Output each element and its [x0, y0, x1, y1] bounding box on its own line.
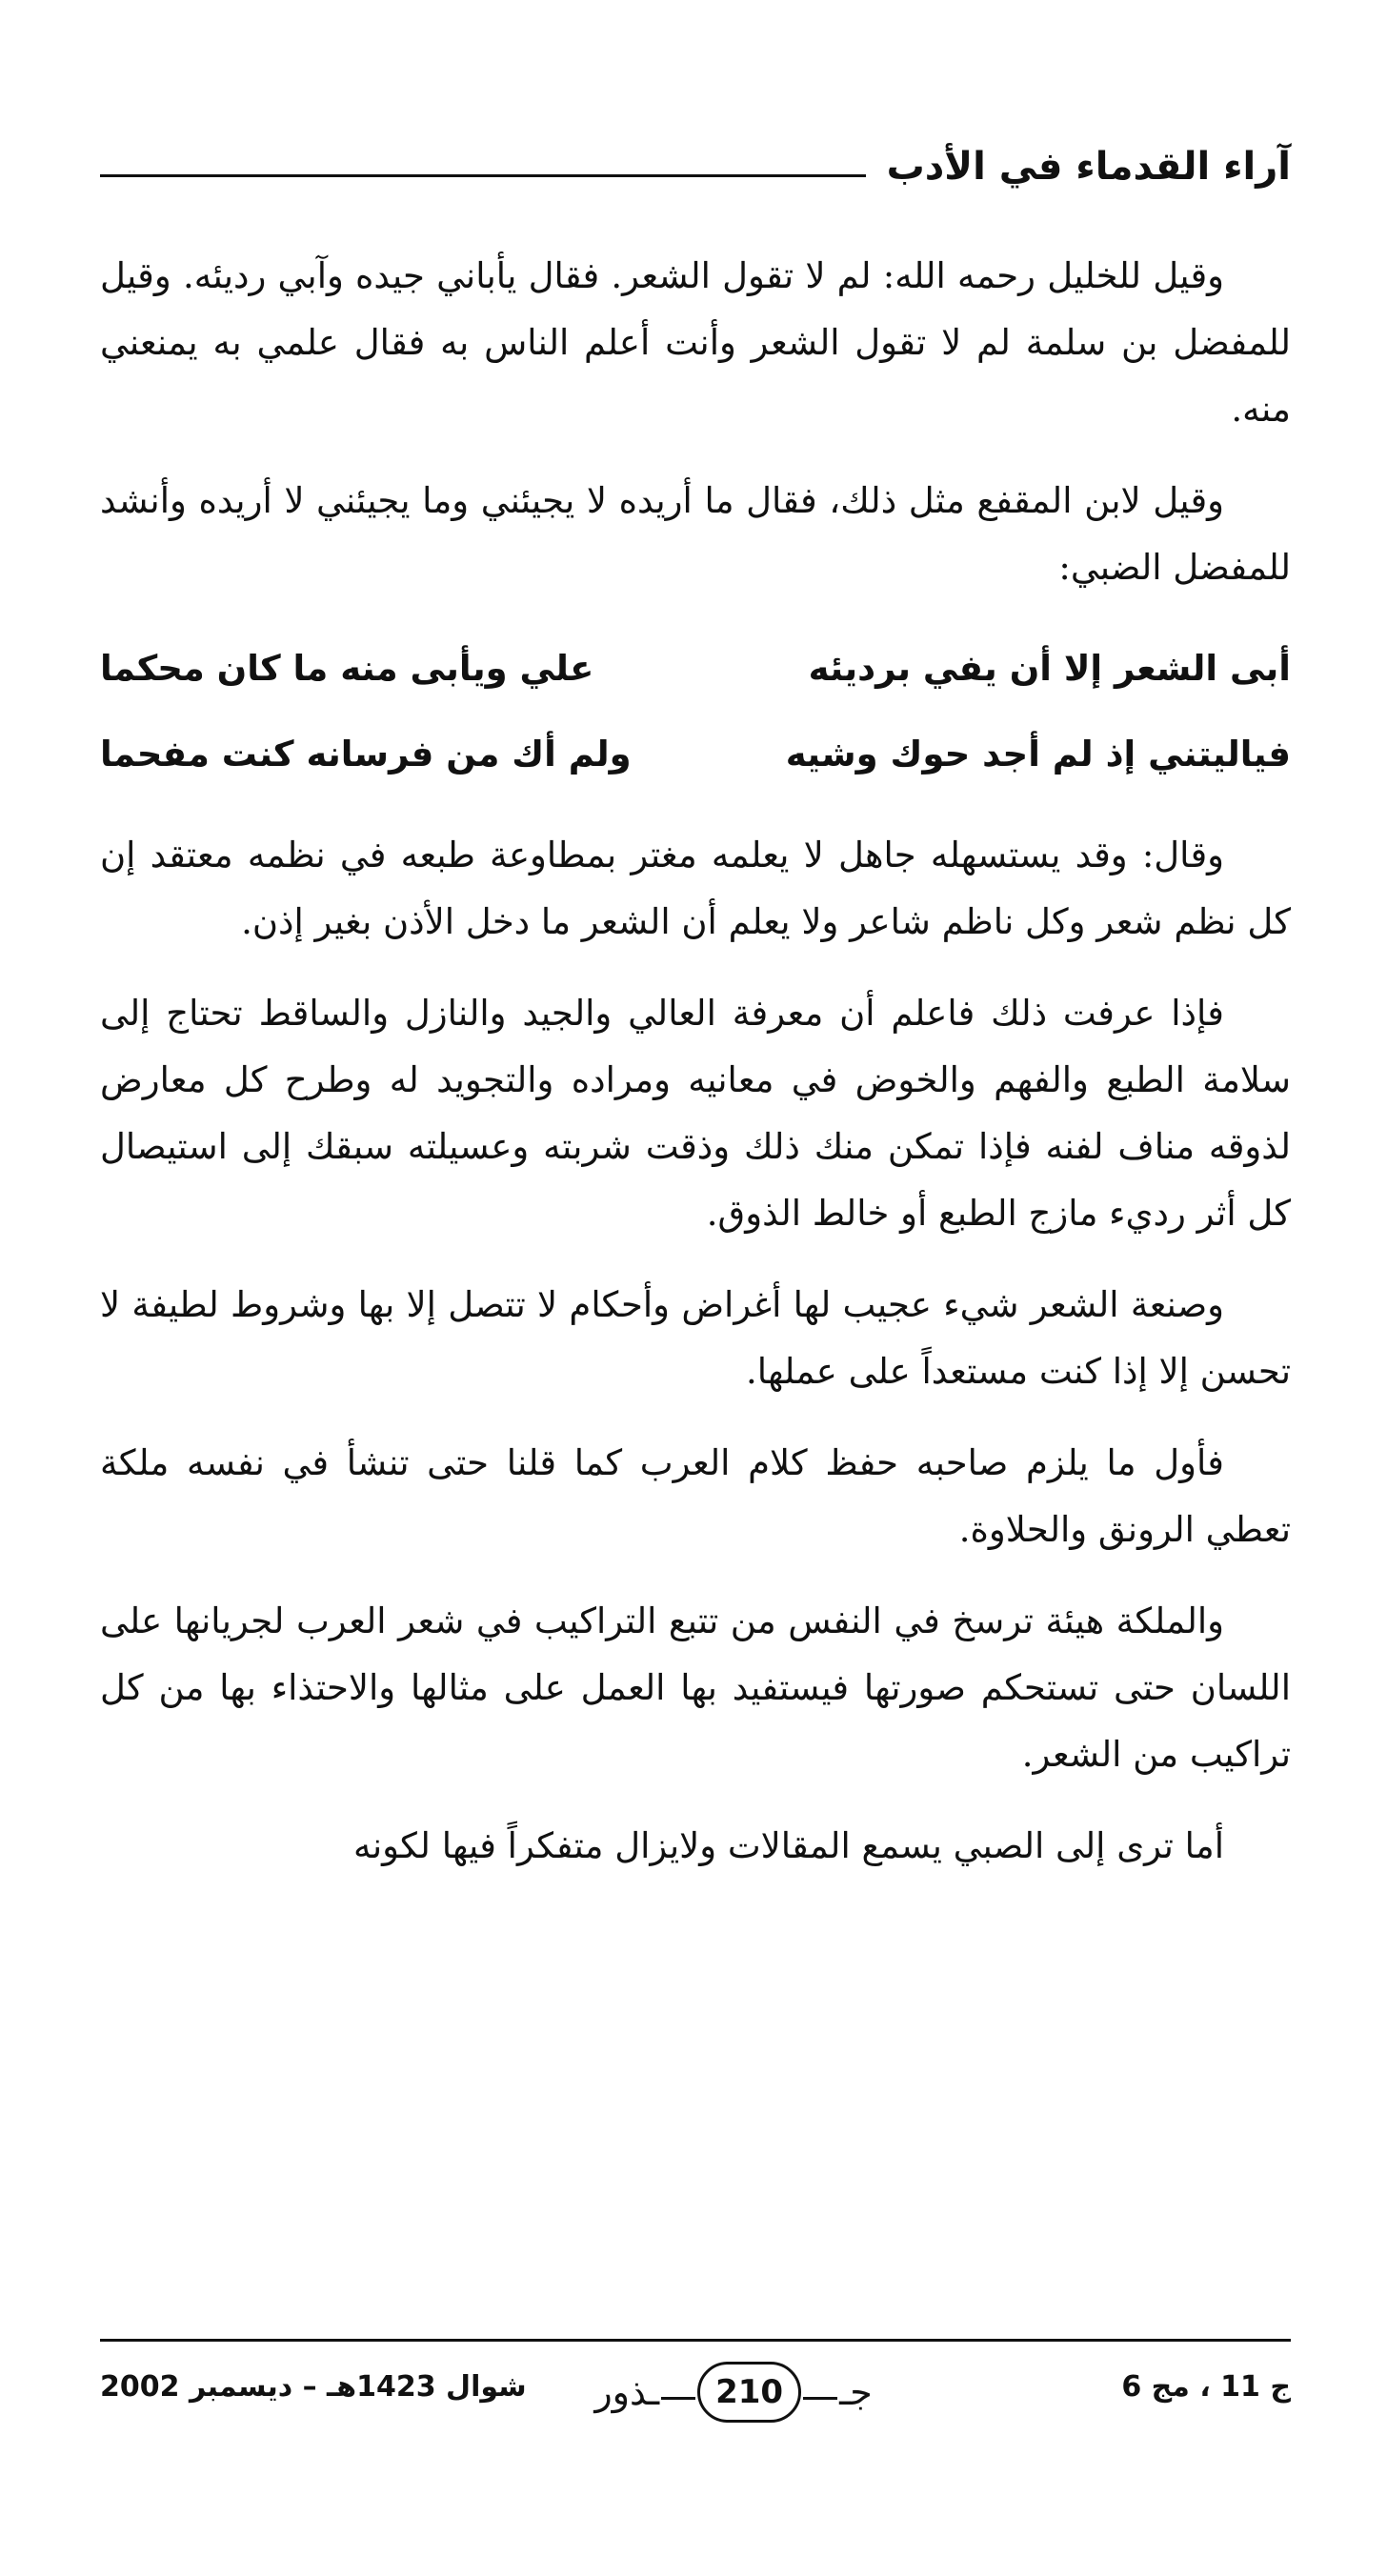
poem-verses — [100, 626, 1291, 797]
paragraph: وقال: وقد يستسهله جاهل لا يعلمه مغتر بمطاوعة طبعه في نظمه معتقد إن كل نظم شعر وكل ناظم شاعر ولا يعلم أن الشعر ما دخل الأذن بغير إذن. — [100, 835, 1291, 942]
document-page — [100, 114, 1291, 2515]
paragraph: فإذا عرفت ذلك فاعلم أن معرفة العالي والجيد والنازل والساقط تحتاج إلى سلامة الطبع والفهم والخوض في معانيه ومراده والتجويد له وطرح كل معارض لذوقه مناف لفنه فإذا تمكن منك ذلك وذقت شربته وعسيلته سبقك إلى استيصال كل أثر رديء مازج الطبع أو خالط الذوق. — [100, 993, 1291, 1234]
running-title: آراء القدماء في الأدب — [886, 145, 1291, 189]
kashida-stroke — [661, 2397, 695, 2400]
volume-info: ج 11 ، مج 6 — [1121, 2370, 1291, 2404]
verse-line — [100, 712, 1291, 797]
journal-name-start: جـ — [839, 2371, 873, 2413]
paragraph: فأول ما يلزم صاحبه حفظ كلام العرب كما قلنا حتى تنشأ في نفسه ملكة تعطي الرونق والحلاوة. — [100, 1442, 1291, 1550]
journal-name-with-page — [586, 2359, 881, 2425]
page-footer — [100, 2339, 1291, 2446]
verse-first-hemistich: أبى الشعر إلا أن يفي برديئه — [808, 648, 1291, 689]
article-body — [100, 243, 1291, 1904]
page-number: 210 — [697, 2362, 801, 2423]
footer-row — [100, 2342, 1291, 2446]
paragraph: وصنعة الشعر شيء عجيب لها أغراض وأحكام لا تتصل إلا بها وشروط لطيفة لا تحسن إلا إذا كنت مستعداً على عملها. — [100, 1284, 1291, 1392]
paragraph: وقيل لابن المقفع مثل ذلك، فقال ما أريده لا يجيئني وما يجيئني لا أريده وأنشد للمفضل الضبي: — [100, 480, 1291, 588]
verse-line — [100, 626, 1291, 712]
verse-first-hemistich: فياليتني إذ لم أجد حوك وشيه — [785, 734, 1291, 775]
issue-date: شوال 1423هـ – ديسمبر 2002 — [100, 2370, 527, 2404]
verse-second-hemistich: ولم أك من فرسانه كنت مفحما — [100, 734, 632, 775]
journal-name-end: ـذور — [594, 2371, 660, 2413]
paragraph: والملكة هيئة ترسخ في النفس من تتبع التراكيب في شعر العرب لجريانها على اللسان حتى تستحكم صورتها فيستفيد بها العمل على مثالها والاحتذاء بها من كل تراكيب من الشعر. — [100, 1600, 1291, 1775]
kashida-stroke — [803, 2397, 837, 2400]
verse-second-hemistich: علي ويأبى منه ما كان محكما — [100, 648, 594, 689]
paragraph: أما ترى إلى الصبي يسمع المقالات ولايزال متفكراً فيها لكونه — [353, 1825, 1224, 1866]
running-header — [100, 133, 1291, 200]
header-rule — [100, 174, 866, 177]
paragraph: وقيل للخليل رحمه الله: لم لا تقول الشعر. فقال يأباني جيده وآبي رديئه. وقيل للمفضل بن سلمة لم لا تقول الشعر وأنت أعلم الناس به فقال علمي به يمنعني منه. — [100, 255, 1291, 430]
